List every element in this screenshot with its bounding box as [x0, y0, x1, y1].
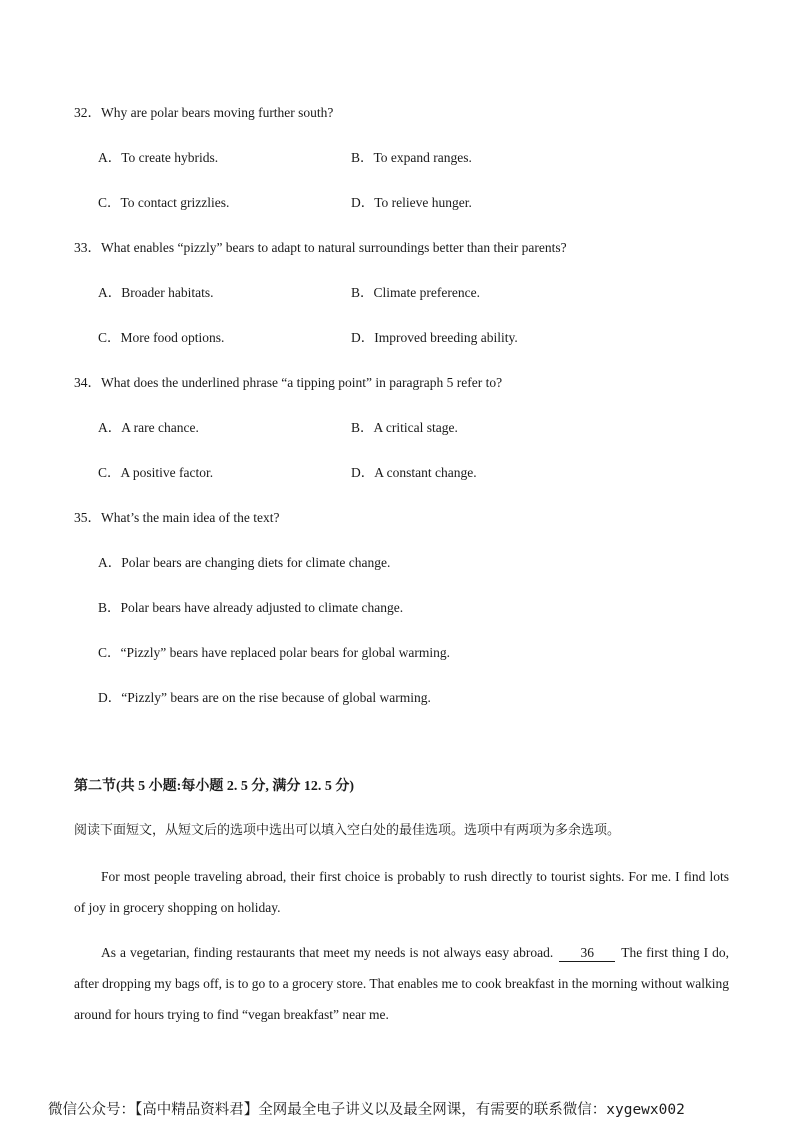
question-35-option-d: D．“Pizzly” bears are on the rise because of global warming. [98, 690, 431, 705]
question-33-option-d: D．Improved breeding ability. [351, 330, 518, 345]
question-33-option-b: B．Climate preference. [351, 285, 480, 300]
question-34-option-d: D．A constant change. [351, 465, 477, 480]
footer-text: 微信公众号：【高中精品资料君】全网最全电子讲义以及最全网课，有需要的联系微信： [48, 1102, 607, 1118]
question-33-stem: 33．What enables “pizzly” bears to adapt to natural surroundings better than their parents? [74, 240, 567, 255]
question-35-stem: 35．What’s the main idea of the text? [74, 510, 280, 525]
question-32-option-b: B．To expand ranges. [351, 150, 472, 165]
footer-watermark [48, 1098, 685, 1119]
passage-paragraph-2-start: As a vegetarian, finding restaurants that meet my needs is not always easy abroad. [101, 945, 554, 960]
question-34-option-a: A．A rare chance. [98, 420, 199, 435]
question-35-option-c: C．“Pizzly” bears have replaced polar bears for global warming. [98, 645, 450, 660]
question-34-option-c: C．A positive factor. [98, 465, 214, 480]
question-33-option-a: A．Broader habitats. [98, 285, 214, 300]
blank-36: 36 [559, 945, 615, 962]
question-32-option-d: D．To relieve hunger. [351, 195, 472, 210]
question-35-option-a: A．Polar bears are changing diets for climate change. [98, 555, 391, 570]
question-33-option-c: C．More food options. [98, 330, 225, 345]
section-instruction: 阅读下面短文，从短文后的选项中选出可以填入空白处的最佳选项。选项中有两项为多余选项。 [74, 823, 621, 838]
question-32-option-a: A．To create hybrids. [98, 150, 219, 165]
question-32-option-c: C．To contact grizzlies. [98, 195, 230, 210]
passage-paragraph-1: For most people traveling abroad, their first choice is probably to rush directly to tourist sights. For me. I find lots of joy in grocery shopping on holiday. [74, 869, 729, 915]
question-32-stem: 32．Why are polar bears moving further south? [74, 105, 334, 120]
question-35-option-b: B．Polar bears have already adjusted to climate change. [98, 600, 404, 615]
question-34-option-b: B．A critical stage. [351, 420, 458, 435]
footer-wechat-id: xygewx002 [606, 1102, 685, 1118]
passage-paragraph-2 [74, 937, 729, 1030]
question-34-stem: 34．What does the underlined phrase “a tipping point” in paragraph 5 refer to? [74, 375, 503, 390]
passage-paragraph-2-end: The first thing I do, after dropping my bags off, is to go to a grocery store. That enables me to cook breakfast in the morning without walking around for hours trying to find “vegan breakfast” near me. [74, 945, 730, 1022]
section-heading: 第二节(共 5 小题:每小题 2. 5 分, 满分 12. 5 分) [74, 779, 354, 794]
